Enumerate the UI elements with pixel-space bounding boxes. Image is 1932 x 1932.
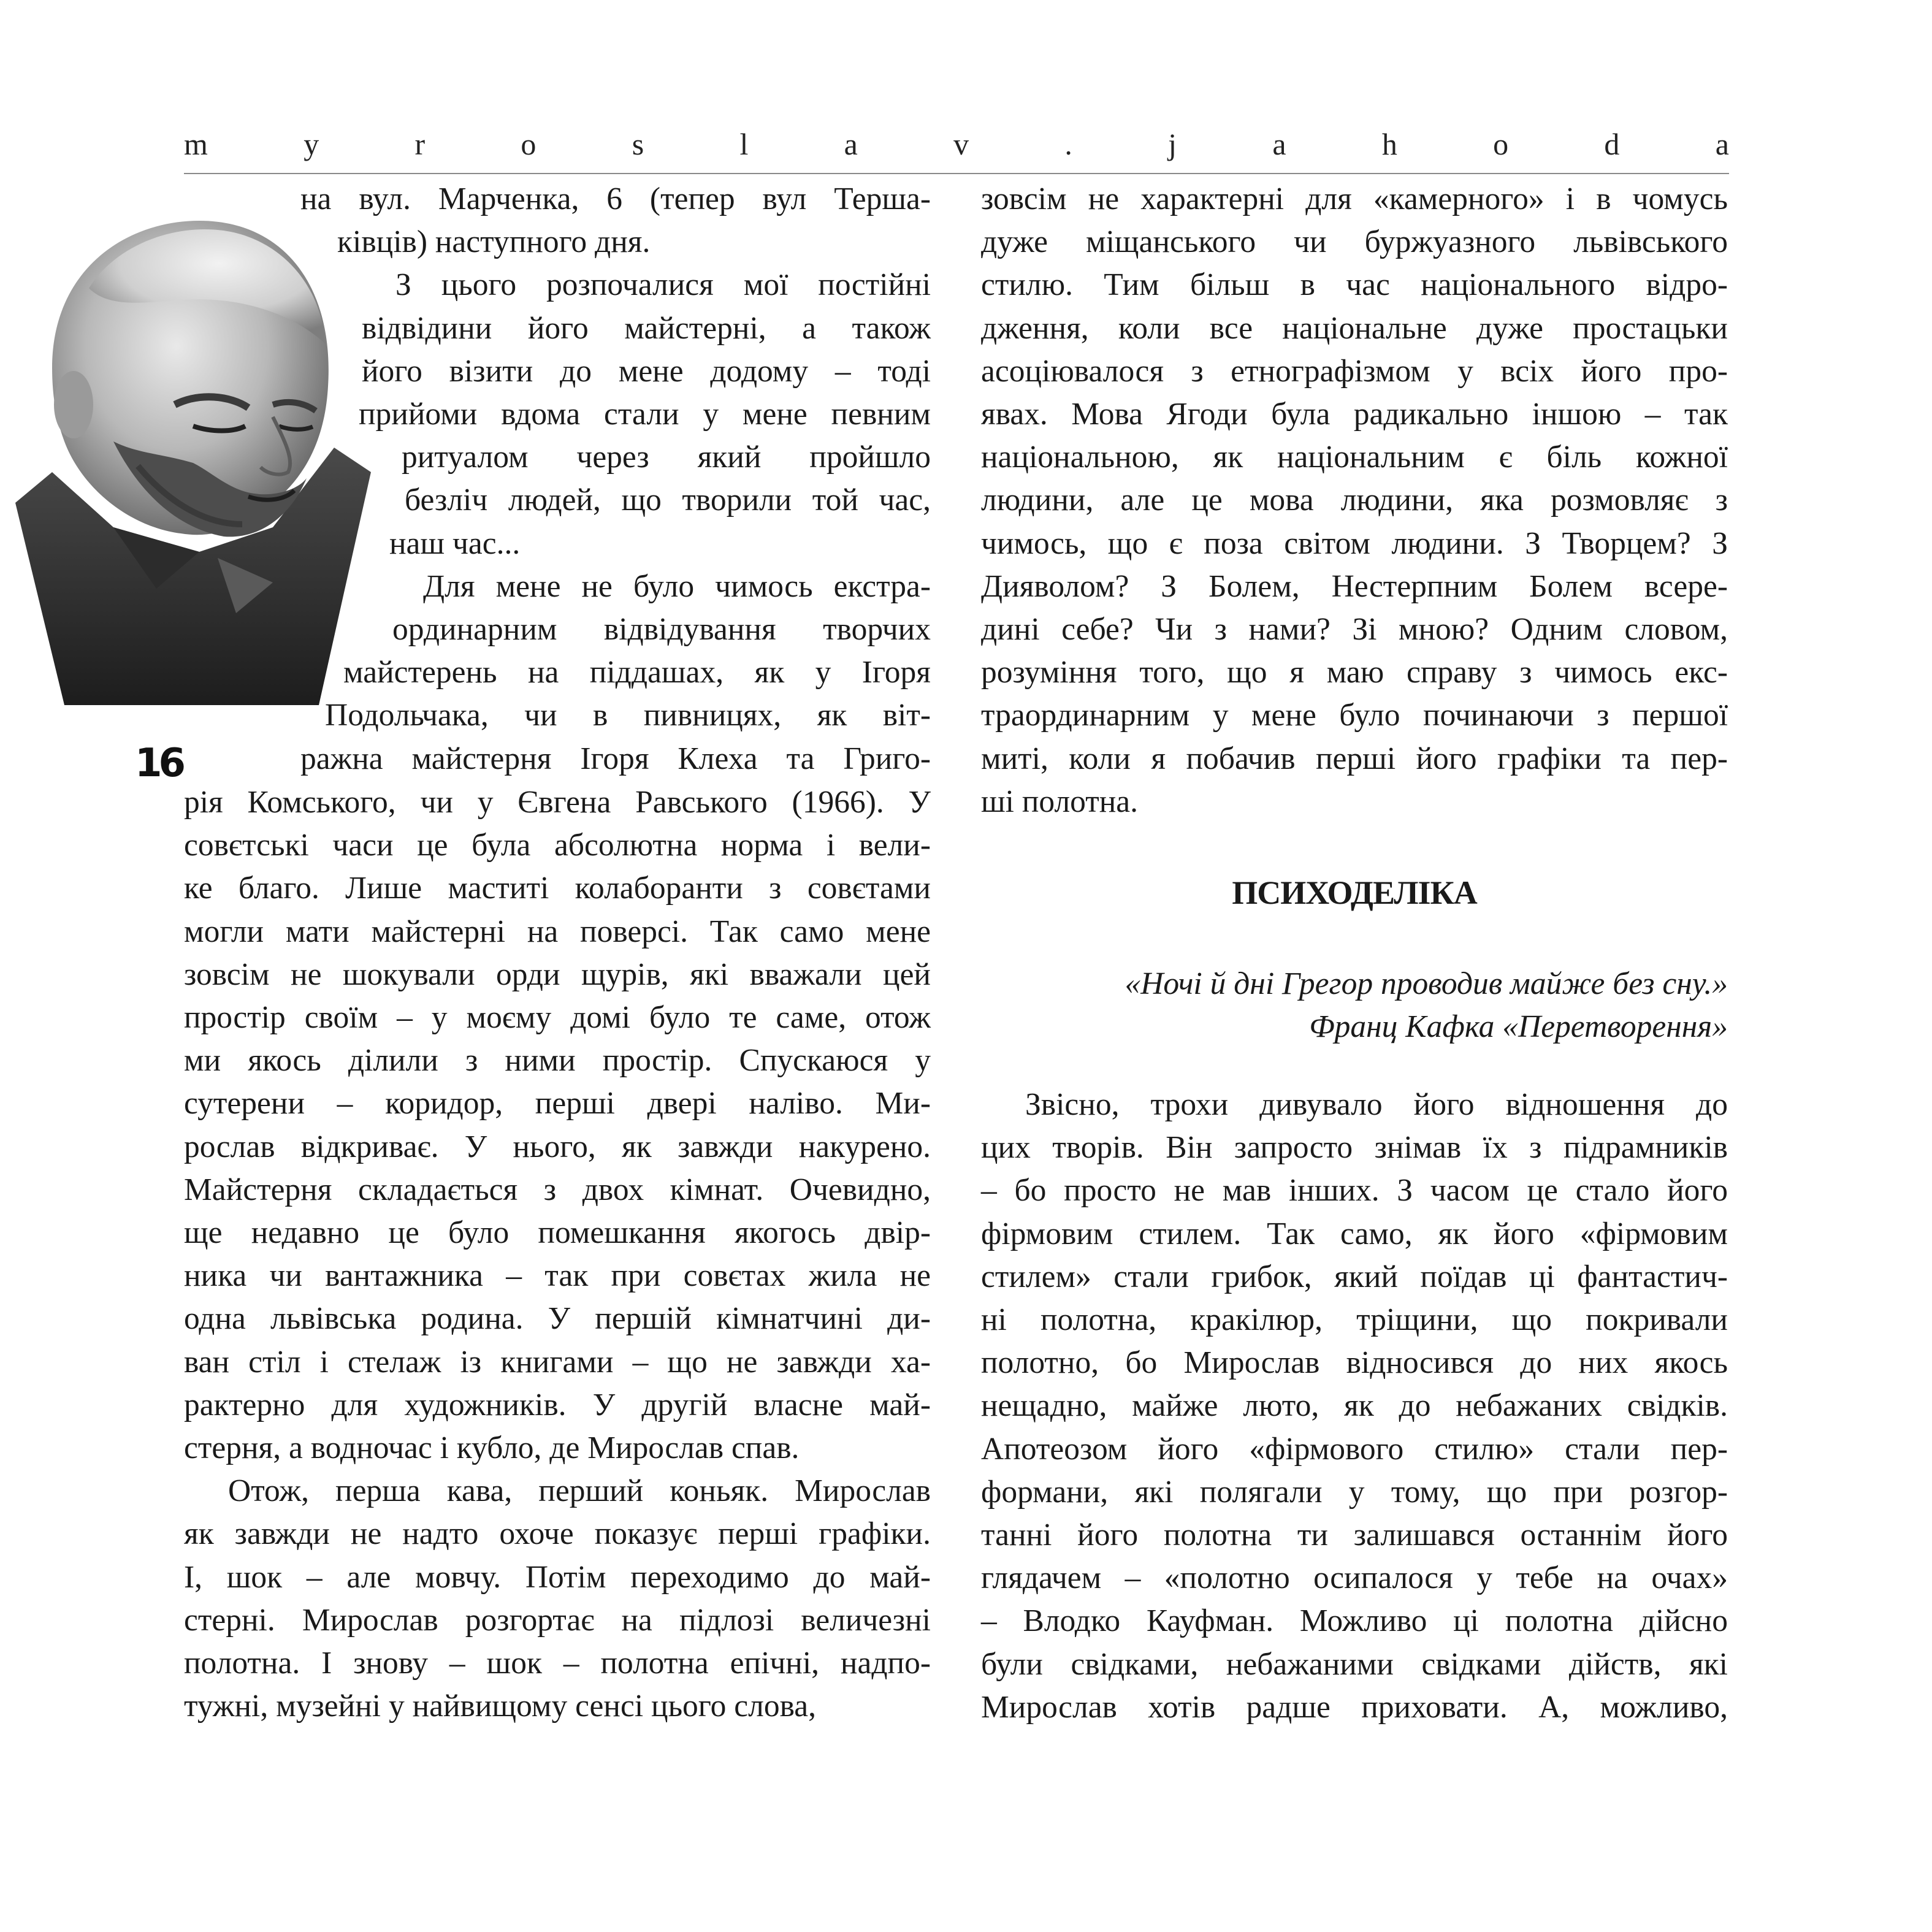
header-letter: a (1272, 127, 1286, 161)
text-line: совєтські часи це була абсолютна норма і вели- (184, 828, 931, 863)
text-line: наш час... (389, 525, 521, 561)
text-line: ражна майстерня Ігоря Клеха та Григо- (300, 741, 931, 776)
text-line: сутерени – коридор, перші двері наліво. Ми- (184, 1086, 931, 1121)
text-line: були свідками, небажаними свідками дійств, які (981, 1646, 1728, 1682)
text-line: простір своїм – у моєму домі було те саме, отож (184, 1000, 931, 1036)
text-line: людини, але це мова людини, яка розмовляє з (981, 483, 1728, 518)
text-line: ще недавно це було помешкання якогось двір- (184, 1215, 931, 1251)
text-line: стилем» стали грибок, який поїдав ці фантастич- (981, 1259, 1728, 1294)
left-column-upper-text (184, 178, 931, 781)
text-line: миті, коли я побачив перші його графіки та пер- (981, 741, 1728, 776)
header-letter: s (632, 127, 644, 161)
text-line: прийоми вдома стали у мене певним (359, 397, 931, 432)
text-line: З цього розпочалися мої постійні (395, 267, 931, 303)
right-column-top-text (981, 178, 1728, 823)
text-line: ван стіл і стелаж із книгами – що не завжди ха- (184, 1344, 931, 1380)
page-number: 16 (135, 741, 183, 786)
text-line: Отож, перша кава, перший коньяк. Мирослав (228, 1473, 931, 1509)
text-line: ні полотна, кракілюр, тріщини, що покривали (981, 1302, 1728, 1338)
text-line: розуміння того, що я маю справу з чимось екс- (981, 655, 1728, 690)
header-letter: . (1064, 127, 1072, 161)
header-letter: l (739, 127, 749, 161)
header-letter: a (844, 127, 858, 161)
text-line: могли мати майстерні на поверсі. Так само мене (184, 914, 931, 949)
text-line: глядачем – «полотно осипалося у тебе на очах» (981, 1560, 1728, 1596)
left-column-lower-text (184, 781, 931, 1728)
text-line: Звісно, трохи дивувало його відношення до (1025, 1087, 1728, 1122)
text-line: дження, коли все національне дуже простацьки (981, 310, 1728, 346)
text-line: ми якось ділили з ними простір. Спускаюся у (184, 1043, 931, 1079)
text-line: тужні, музейні у найвищому сенсі цього слова, (184, 1689, 816, 1724)
text-line: полотна. І знову – шок – полотна епічні, надпо- (184, 1646, 931, 1681)
header-letter: y (304, 127, 319, 161)
text-line: Майстерня складається з двох кімнат. Очевидно, (184, 1172, 931, 1207)
header-letter: r (414, 127, 426, 161)
text-line: Мирослав хотів радше приховати. А, можливо, (981, 1689, 1728, 1725)
text-line: фірмовим стилем. Так само, як його «фірмовим (981, 1216, 1728, 1251)
text-line: Для мене не було чимось екстра- (423, 568, 931, 604)
text-line: – Влодко Кауфман. Можливо ці полотна дійсно (981, 1603, 1728, 1639)
text-line: безліч людей, що творили той час, (405, 483, 931, 518)
text-line: дуже міщанського чи буржуазного львівського (981, 224, 1728, 260)
text-line: асоціювалося з етнографізмом у всіх його про- (981, 353, 1728, 389)
text-line: цих творів. Він запросто знімав їх з підрамників (981, 1130, 1728, 1166)
header-letter: j (1168, 127, 1177, 161)
text-line: полотно, бо Мирослав відносився до них якось (981, 1345, 1728, 1381)
text-line: траординарним у мене було починаючи з першої (981, 698, 1728, 733)
text-line: Подольчака, чи в пивницях, як віт- (325, 698, 931, 733)
text-line: зовсім не шокували орди щурів, які вважали цей (184, 956, 931, 992)
text-line: стерня, а водночас і кубло, де Мирослав спав. (184, 1430, 800, 1466)
text-line: явах. Мова Ягоди була радикально іншою – так (981, 397, 1728, 432)
header-letter: a (1715, 127, 1729, 161)
text-line: стилю. Тим більш в час національного відро- (981, 267, 1728, 303)
text-line: – бо просто не мав інших. З часом це стало його (981, 1173, 1728, 1208)
text-line: ке благо. Лише маститі колаборанти з совєтами (184, 871, 931, 906)
header-letter: d (1604, 127, 1620, 161)
text-line: Апотеозом його «фірмового стилю» стали пер- (981, 1431, 1728, 1467)
section-title: ПСИХОДЕЛІКА (1232, 874, 1477, 911)
header-letter: h (1381, 127, 1397, 161)
running-header (184, 123, 1729, 166)
text-line: чимось, що є поза світом людини. З Творцем? З (981, 525, 1728, 561)
text-line: одна львівська родина. У першій кімнатчині ди- (184, 1301, 931, 1337)
text-line: ритуалом через який пройшло (402, 440, 931, 475)
text-line: рія Комського, чи у Євгена Равського (1966). У (184, 785, 931, 820)
text-line: дині себе? Чи з нами? Зі мною? Одним словом, (981, 612, 1728, 647)
epigraph (981, 963, 1728, 1048)
text-line: рослав відкриває. У нього, як завжди накурено. (184, 1129, 931, 1164)
text-line: відвідини його майстерні, а також (362, 310, 931, 346)
text-line: майстерень на піддашах, як у Ігоря (343, 655, 931, 690)
header-letter: o (521, 127, 536, 161)
text-line: національною, як національним є біль кожної (981, 440, 1728, 475)
text-line: Дияволом? З Болем, Нестерпним Болем всере- (981, 568, 1728, 604)
text-line: ника чи вантажника – так при совєтах жила не (184, 1258, 931, 1294)
text-line: формани, які полягали у тому, що при розгор- (981, 1474, 1728, 1510)
text-line: його візити до мене додому – тоді (362, 353, 931, 389)
header-rule (184, 173, 1729, 174)
text-line: ші полотна. (981, 784, 1139, 819)
epigraph-quote: «Ночі й дні Грегор проводив майже без сну.» (1124, 966, 1728, 1001)
text-line: нещадно, майже люто, як до небажаних свідків. (981, 1388, 1728, 1424)
text-line: зовсім не характерні для «камерного» і в чомусь (981, 181, 1728, 216)
header-letter: m (184, 127, 208, 161)
text-line: рактерно для художників. У другій власне май- (184, 1387, 931, 1422)
text-line: танні його полотна ти залишався останнім його (981, 1518, 1728, 1553)
header-letter: v (953, 127, 969, 161)
text-line: на вул. Марченка, 6 (тепер вул Терша- (300, 181, 931, 216)
text-line: І, шок – але мовчу. Потім переходимо до май- (184, 1559, 931, 1595)
header-letter: o (1493, 127, 1509, 161)
epigraph-source: Франц Кафка «Перетворення» (1309, 1009, 1728, 1044)
text-line: як завжди не надто охоче показує перші графіки. (184, 1516, 931, 1552)
text-line: ординарним відвідування творчих (392, 612, 931, 647)
text-line: ківців) наступного дня. (337, 224, 651, 260)
text-line: стерні. Мирослав розгортає на підлозі величезні (184, 1602, 931, 1638)
right-column-bottom-text (981, 1083, 1728, 1729)
